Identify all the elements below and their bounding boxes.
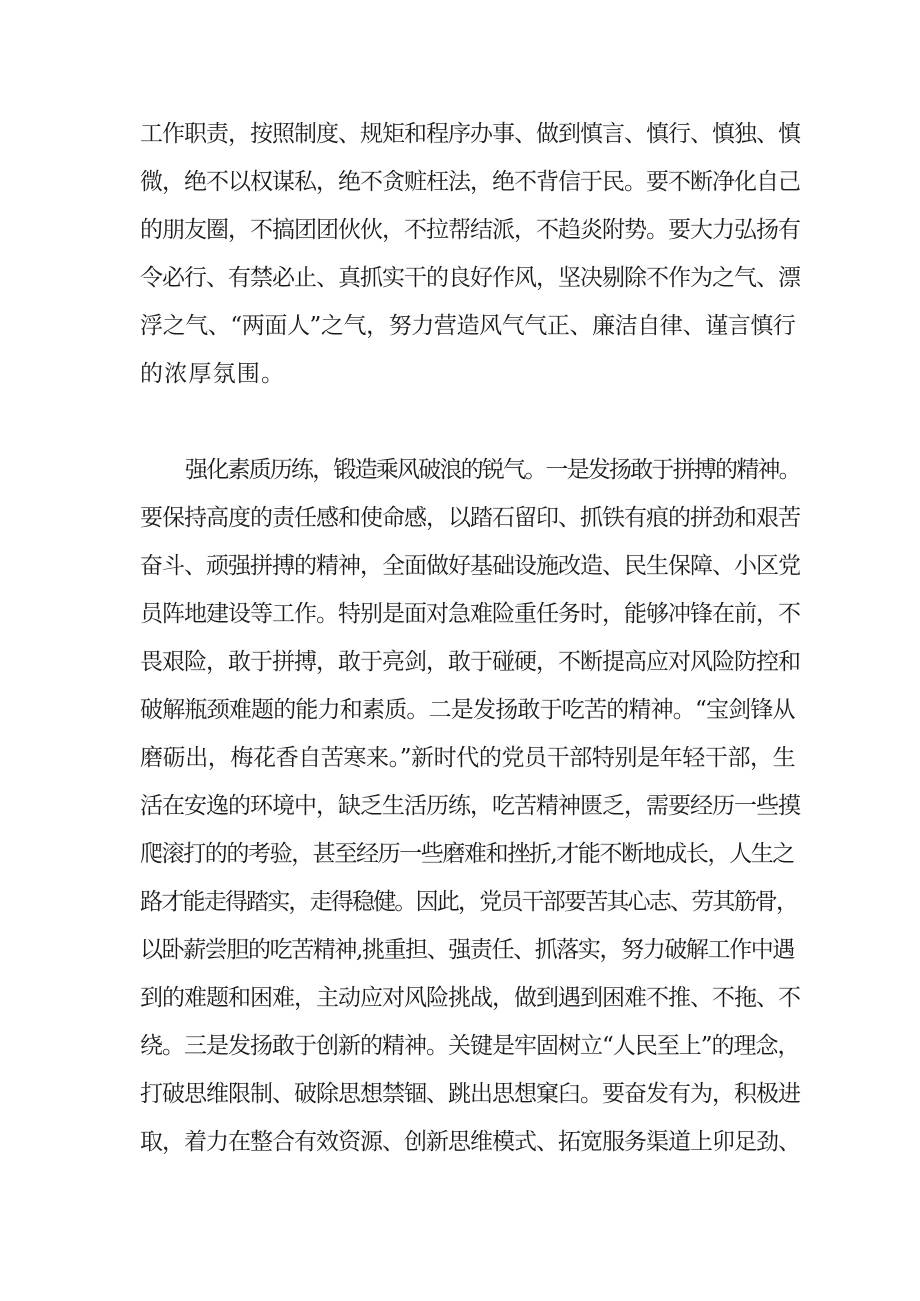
text-line: 工作职责，按照制度、规矩和程序办事、做到慎言、慎行、慎独、慎 xyxy=(140,121,800,147)
text-line: 绕。三是发扬敢于创新的精神。关键是牢固树立“人民至上”的理念， xyxy=(140,1033,800,1059)
text-line: 的朋友圈，不搞团团伙伙，不拉帮结派，不趋炎附势。要大力弘扬有 xyxy=(140,217,800,243)
text-line: 奋斗、顽强拼搏的精神，全面做好基础设施改造、民生保障、小区党 xyxy=(140,553,800,579)
text-line: 的浓厚氛围。 xyxy=(140,361,286,387)
text-line: 取，着力在整合有效资源、创新思维模式、拓宽服务渠道上卯足劲、 xyxy=(140,1129,800,1155)
text-line: 路才能走得踏实，走得稳健。因此，党员干部要苦其心志、劳其筋骨， xyxy=(140,889,798,915)
text-line: 强化素质历练，锻造乘风破浪的锐气。一是发扬敢于拼搏的精神。 xyxy=(185,457,800,483)
text-line: 到的难题和困难，主动应对风险挑战，做到遇到困难不推、不拖、不 xyxy=(140,985,800,1011)
text-line: 破解瓶颈难题的能力和素质。二是发扬敢于吃苦的精神。“宝剑锋从 xyxy=(140,697,795,723)
text-line: 微，绝不以权谋私，绝不贪赃枉法，绝不背信于民。要不断净化自己 xyxy=(140,169,800,195)
text-line: 以卧薪尝胆的吃苦精神,挑重担、强责任、抓落实，努力破解工作中遇 xyxy=(140,937,794,963)
text-line: 爬滚打的的考验，甚至经历一些磨难和挫折,才能不断地成长，人生之 xyxy=(140,841,794,867)
text-line: 要保持高度的责任感和使命感，以踏石留印、抓铁有痕的拼劲和艰苦 xyxy=(140,505,800,531)
text-line: 员阵地建设等工作。特别是面对急难险重任务时，能够冲锋在前，不 xyxy=(140,601,800,627)
text-line: 畏艰险，敢于拼搏，敢于亮剑，敢于碰硬，不断提高应对风险防控和 xyxy=(140,649,800,675)
text-line: 令必行、有禁必止、真抓实干的良好作风，坚决剔除不作为之气、漂 xyxy=(140,265,800,291)
text-line: 打破思维限制、破除思想禁锢、跳出思想窠臼。要奋发有为，积极进 xyxy=(140,1081,800,1107)
text-line: 活在安逸的环境中，缺乏生活历练，吃苦精神匮乏，需要经历一些摸 xyxy=(140,793,800,819)
text-line: 浮之气、“两面人”之气，努力营造风气气正、廉洁自律、谨言慎行 xyxy=(140,313,796,339)
text-line: 磨砺出，梅花香自苦寒来。”新时代的党员干部特别是年轻干部，生 xyxy=(140,745,796,771)
